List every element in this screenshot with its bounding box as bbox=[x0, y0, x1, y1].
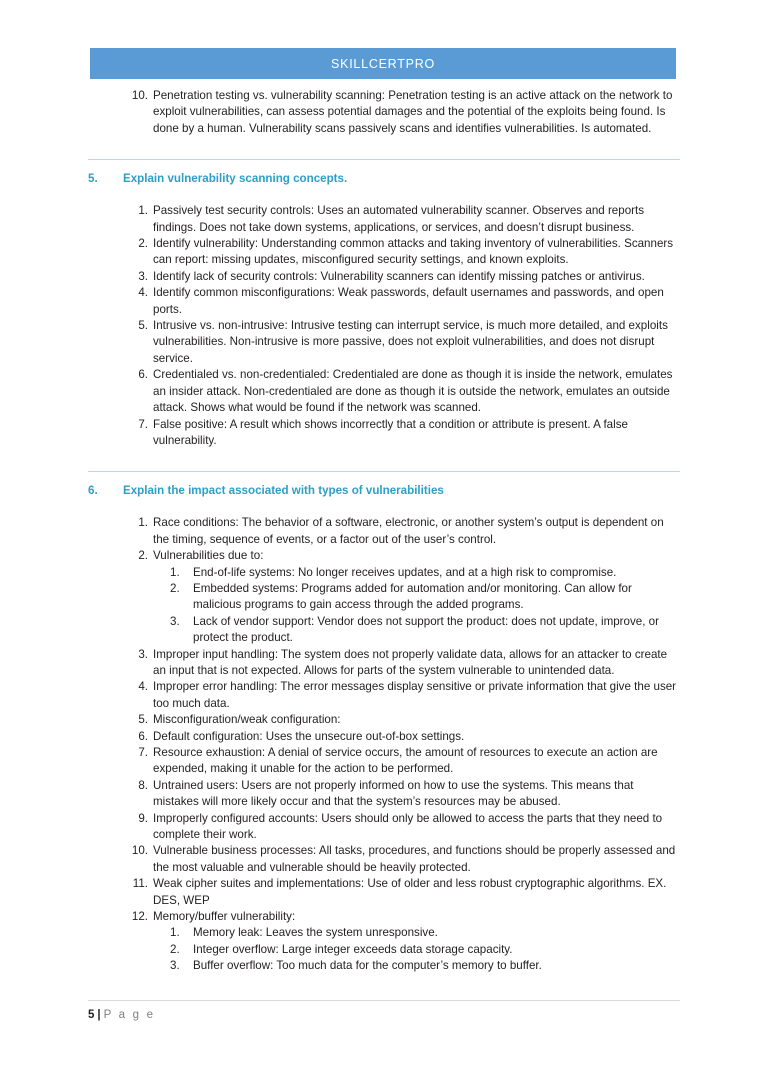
list-marker: 4. bbox=[138, 680, 148, 694]
list-marker: 9. bbox=[138, 811, 148, 825]
section-heading bbox=[88, 483, 680, 499]
list-item-text: Credentialed vs. non-credentialed: Credentialed are done as though it is inside the network, emulates an insider attack. Non-credentialed are done as though it is outside the network, emulates an outside attack. Shows what would be found if the network was scanned. bbox=[153, 368, 673, 415]
section-6-sublist-a bbox=[88, 565, 680, 647]
list-item-text: Vulnerabilities due to: bbox=[153, 549, 264, 563]
list-item-text: Race conditions: The behavior of a software, electronic, or another system’s output is dependent on the timing, sequence of events, or a factor out of the user’s control. bbox=[153, 516, 664, 546]
list-item-text: False positive: A result which shows incorrectly that a condition or attribute is present. A false vulnerability. bbox=[153, 417, 628, 447]
header-banner-title: SKILLCERTPRO bbox=[331, 56, 435, 71]
list-marker: 2. bbox=[170, 581, 180, 595]
list-item-text: Memory/buffer vulnerability: bbox=[153, 910, 296, 924]
list-item-text: Vulnerable business processes: All tasks, procedures, and functions should be properly assessed and the most valuable and vulnerable should be heavily protected. bbox=[153, 844, 676, 874]
list-item-text: Identify common misconfigurations: Weak passwords, default usernames and passwords, and open ports. bbox=[153, 286, 664, 316]
list-item-text: Memory leak: Leaves the system unresponsive. bbox=[193, 926, 438, 940]
page-footer bbox=[88, 1000, 680, 1021]
list-marker: 11. bbox=[132, 877, 148, 891]
list-item bbox=[123, 811, 680, 844]
list-marker: 3. bbox=[170, 959, 180, 973]
list-marker: 10. bbox=[131, 844, 148, 858]
list-item bbox=[123, 318, 680, 367]
list-marker: 2. bbox=[138, 237, 148, 251]
section-6-list-part2 bbox=[88, 647, 680, 926]
section-5 bbox=[88, 159, 680, 449]
list-item-text: Integer overflow: Large integer exceeds data storage capacity. bbox=[193, 942, 513, 956]
list-item bbox=[123, 729, 680, 745]
list-marker: 1. bbox=[170, 565, 180, 579]
list-item bbox=[170, 958, 680, 974]
section-divider bbox=[88, 471, 680, 472]
list-marker: 12. bbox=[131, 910, 148, 924]
list-item bbox=[123, 285, 680, 318]
list-item bbox=[123, 876, 680, 909]
footer-divider bbox=[88, 1000, 680, 1001]
list-item-text: Identify lack of security controls: Vulnerability scanners can identify missing patches or antivirus. bbox=[153, 269, 645, 283]
list-item-text: Buffer overflow: Too much data for the computer’s memory to buffer. bbox=[193, 959, 542, 973]
list-item-text: Improper error handling: The error messages display sensitive or private information that give the user too much data. bbox=[153, 680, 677, 710]
footer-page-word: P a g e bbox=[103, 1009, 156, 1021]
footer-separator: | bbox=[97, 1009, 101, 1021]
list-item bbox=[123, 236, 680, 269]
list-item-text: Passively test security controls: Uses an automated vulnerability scanner. Observes and reports findings. Does not take down systems, applications, or services, and doesn’t disrupt business. bbox=[153, 204, 645, 234]
list-item-text: Intrusive vs. non-intrusive: Intrusive testing can interrupt service, is much more detailed, and exploits vulnerabilities. Non-intrusive is more passive, does not exploit vulnerabilities, and does not disrupt service. bbox=[153, 319, 668, 365]
section-number: 5. bbox=[88, 172, 98, 186]
section-6 bbox=[88, 471, 680, 974]
list-item-text: End-of-life systems: No longer receives updates, and at a high risk to compromise. bbox=[193, 565, 617, 579]
list-item bbox=[123, 417, 680, 450]
section-divider bbox=[88, 159, 680, 160]
list-marker: 6. bbox=[138, 729, 148, 743]
list-item-text: Improper input handling: The system does not properly validate data, allows for an attacker to create an input that is not expected. Allows for parts of the system vulnerable to unintended data. bbox=[153, 647, 668, 677]
section-number: 6. bbox=[88, 484, 98, 498]
list-item-text: Lack of vendor support: Vendor does not support the product: does not update, improve, or protect the product. bbox=[193, 614, 659, 645]
footer-page-number: 5 bbox=[88, 1009, 95, 1021]
list-item bbox=[123, 778, 680, 811]
section-6-sublist-b bbox=[88, 925, 680, 974]
list-item-text: Untrained users: Users are not properly informed on how to use the systems. This means that mistakes will more likely occur and that the system’s resources may be abused. bbox=[153, 778, 634, 809]
list-marker: 4. bbox=[138, 286, 148, 300]
list-marker: 3. bbox=[138, 647, 148, 661]
list-item bbox=[123, 745, 680, 778]
list-item bbox=[170, 565, 680, 581]
list-item-text: Weak cipher suites and implementations: Use of older and less robust cryptographic algorithms. EX. DES, WEP bbox=[153, 877, 667, 907]
list-item bbox=[123, 203, 680, 236]
list-marker: 3. bbox=[138, 269, 148, 283]
list-item bbox=[123, 367, 680, 416]
list-marker: 1. bbox=[138, 516, 148, 530]
list-item-text: Resource exhaustion: A denial of service occurs, the amount of resources to execute an action are expended, making it unable for the action to be performed. bbox=[153, 746, 658, 776]
list-item-text: Improperly configured accounts: Users should only be allowed to access the parts that they need to complete their work. bbox=[153, 811, 663, 842]
footer-page-indicator bbox=[88, 1009, 680, 1021]
list-marker: 2. bbox=[138, 549, 148, 563]
list-marker: 6. bbox=[138, 368, 148, 382]
list-item bbox=[170, 581, 680, 614]
list-item-text: Misconfiguration/weak configuration: bbox=[153, 713, 341, 727]
list-marker: 8. bbox=[138, 778, 148, 792]
list-marker: 3. bbox=[170, 614, 180, 628]
section-heading bbox=[88, 171, 680, 187]
list-item bbox=[123, 679, 680, 712]
list-marker: 7. bbox=[138, 746, 148, 759]
list-marker: 5. bbox=[138, 713, 148, 727]
list-item-text: Embedded systems: Programs added for automation and/or monitoring. Can allow for malicious programs to gain access through the added programs. bbox=[193, 581, 632, 612]
list-item bbox=[123, 712, 680, 728]
list-marker: 1. bbox=[138, 204, 148, 218]
list-item-text: Default configuration: Uses the unsecure out-of-box settings. bbox=[153, 729, 465, 743]
list-item bbox=[170, 942, 680, 958]
continued-list bbox=[88, 88, 680, 137]
list-marker: 5. bbox=[138, 319, 148, 333]
list-item-text: Identify vulnerability: Understanding common attacks and taking inventory of vulnerabilities. Scanners can report: missing updates, misconfigured security settings, and known exploits. bbox=[153, 237, 674, 267]
list-item bbox=[123, 909, 680, 925]
section-title: Explain the impact associated with types of vulnerabilities bbox=[123, 484, 444, 498]
list-item bbox=[170, 614, 680, 647]
section-5-list bbox=[88, 203, 680, 449]
list-item bbox=[123, 647, 680, 680]
document-body bbox=[88, 88, 680, 975]
list-item bbox=[123, 269, 680, 285]
list-marker: 10. bbox=[131, 89, 148, 102]
list-marker: 7. bbox=[138, 417, 148, 431]
list-marker: 1. bbox=[170, 926, 180, 940]
list-item bbox=[170, 925, 680, 941]
list-marker: 2. bbox=[170, 942, 180, 956]
list-item bbox=[123, 548, 680, 564]
list-item bbox=[123, 515, 680, 548]
section-6-list-part1 bbox=[88, 515, 680, 564]
page-header-banner bbox=[90, 48, 676, 79]
list-item-text: Penetration testing vs. vulnerability scanning: Penetration testing is an active attack on the network to exploit vulnerabilities, can assess potential damages and the potential of the exploits being found. Is done by a human. Vulnerability scans passively scans and identifies vulnerabilities. Is automated. bbox=[153, 89, 673, 135]
list-item bbox=[123, 843, 680, 876]
list-item bbox=[123, 88, 680, 137]
section-title: Explain vulnerability scanning concepts. bbox=[123, 172, 348, 186]
